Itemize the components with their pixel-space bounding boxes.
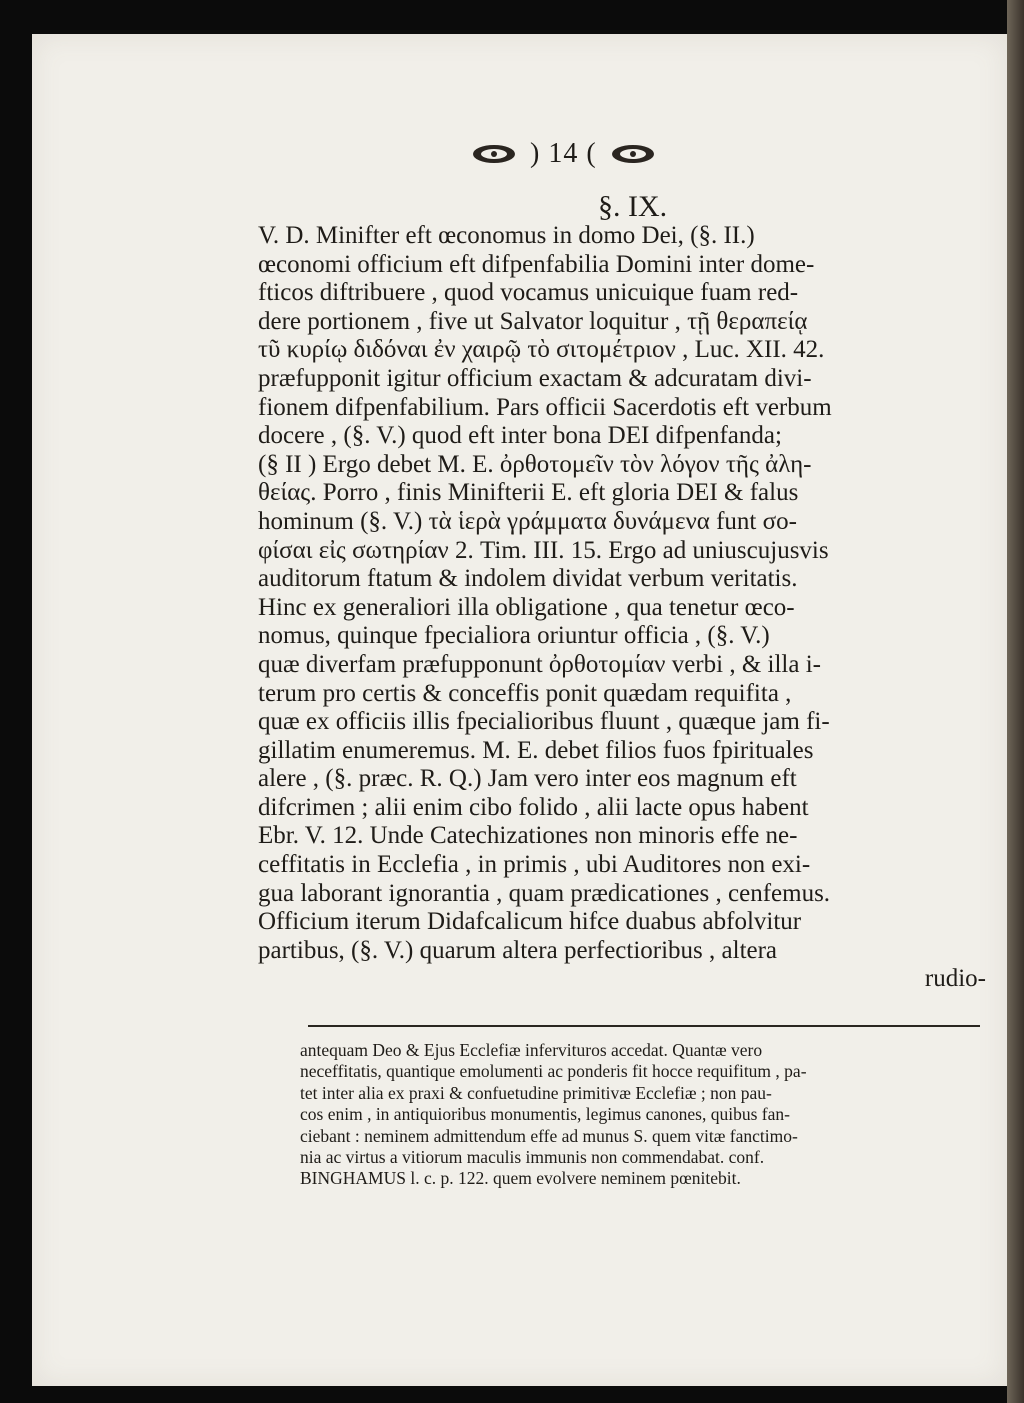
footnote-line: antequam Deo & Ejus Ecclefiæ infervituros accedat. Quantæ vero	[300, 1040, 763, 1060]
text-line: quæ ex officiis illis fpecialioribus fluunt , quæque jam fi-	[258, 708, 830, 736]
text-line: Officium iterum Didafcalicum hifce duabus abfolvitur	[258, 908, 802, 936]
text-line: fticos diftribuere , quod vocamus unicuique fuam red-	[258, 279, 799, 307]
text-line: præfupponit igitur officium exactam & adcuratam divi-	[258, 364, 812, 392]
right-ornament-icon	[609, 142, 657, 166]
text-line: θείας. Porro , finis Minifterii E. eft gloria DEI & falus	[258, 479, 799, 507]
text-line: quæ diverfam præfupponunt ὀρθοτομίαν verbi , & illa i-	[258, 650, 821, 678]
section-heading: §. IX.	[598, 190, 668, 223]
footnote-rule	[308, 1025, 980, 1027]
footnote-line: BINGHAMUS l. c. p. 122. quem evolvere neminem pœnitebit.	[300, 1168, 741, 1189]
text-line: alere , (§. præc. R. Q.) Jam vero inter eos magnum eft	[258, 765, 797, 793]
footnote-line: tet inter alia ex praxi & confuetudine primitivæ Ecclefiæ ; non pau-	[300, 1082, 772, 1103]
text-line: docere , (§. V.) quod eft inter bona DEI difpenfanda;	[258, 422, 782, 450]
text-line: hominum (§. V.) τὰ ἱερὰ γράμματα δυνάμενα funt σο-	[258, 507, 797, 535]
text-line: ceffitatis in Ecclefia , in primis , ubi Auditores non exi-	[258, 851, 811, 879]
text-line: (§ II ) Ergo debet M. E. ὀρθοτομεῖν τὸν λόγον τῆς ἀλη-	[258, 450, 812, 478]
left-ornament-icon	[470, 142, 518, 166]
footnote-line: ciebant : neminem admittendum effe ad munus S. quem vitæ fanctimo-	[300, 1125, 798, 1146]
text-line: V. D. Minifter eft œconomus in domo Dei, (§. II.)	[258, 222, 755, 249]
footnote-line: cos enim , in antiquioribus monumentis, legimus canones, quibus fan-	[300, 1104, 790, 1125]
text-line: œconomi officium eft difpenfabilia Domini inter dome-	[258, 250, 815, 278]
text-line: auditorum ftatum & indolem dividat verbum veritatis.	[258, 565, 798, 593]
text-line: Hinc ex generaliori illa obligatione , qua tenetur œco-	[258, 593, 795, 621]
text-line: gua laborant ignorantia , quam prædicationes , cenfemus.	[258, 879, 831, 907]
text-line: τῦ κυρίῳ διδόναι ἐν χαιρῷ τὸ σιτομέτριον , Luc. XII. 42.	[258, 336, 825, 364]
text-line: Ebr. V. 12. Unde Catechizationes non minoris effe ne-	[258, 822, 798, 850]
page-number: ) 14 (	[530, 138, 597, 169]
text-line: dere portionem , five ut Salvator loquitur , τῇ θεραπείᾳ	[258, 307, 808, 335]
text-line: φίσαι εἰς σωτηρίαν 2. Tim. III. 15. Ergo ad uniuscujusvis	[258, 536, 829, 564]
running-head	[470, 134, 800, 174]
catchword: rudio-	[924, 965, 986, 993]
text-line: terum pro certis & conceffis ponit quædam requifita ,	[258, 679, 792, 707]
text-line: difcrimen ; alii enim cibo folido , alii lacte opus habent	[258, 793, 809, 821]
footnote	[300, 1040, 960, 1190]
book-gutter-edge	[1007, 0, 1024, 1403]
text-line: partibus, (§. V.) quarum altera perfectioribus , altera	[258, 936, 778, 964]
text-line: gillatim enumeremus. M. E. debet filios fuos fpirituales	[258, 736, 814, 764]
main-text	[258, 222, 986, 994]
footnote-line: neceffitatis, quantique emolumenti ac ponderis fit hocce requifitum , pa-	[300, 1061, 807, 1082]
text-line: nomus, quinque fpecialiora oriuntur officia , (§. V.)	[258, 622, 770, 650]
footnote-line: nia ac virtus a vitiorum maculis immunis non commendabat. conf.	[300, 1146, 765, 1167]
text-line: fionem difpenfabilium. Pars officii Sacerdotis eft verbum	[258, 393, 832, 421]
